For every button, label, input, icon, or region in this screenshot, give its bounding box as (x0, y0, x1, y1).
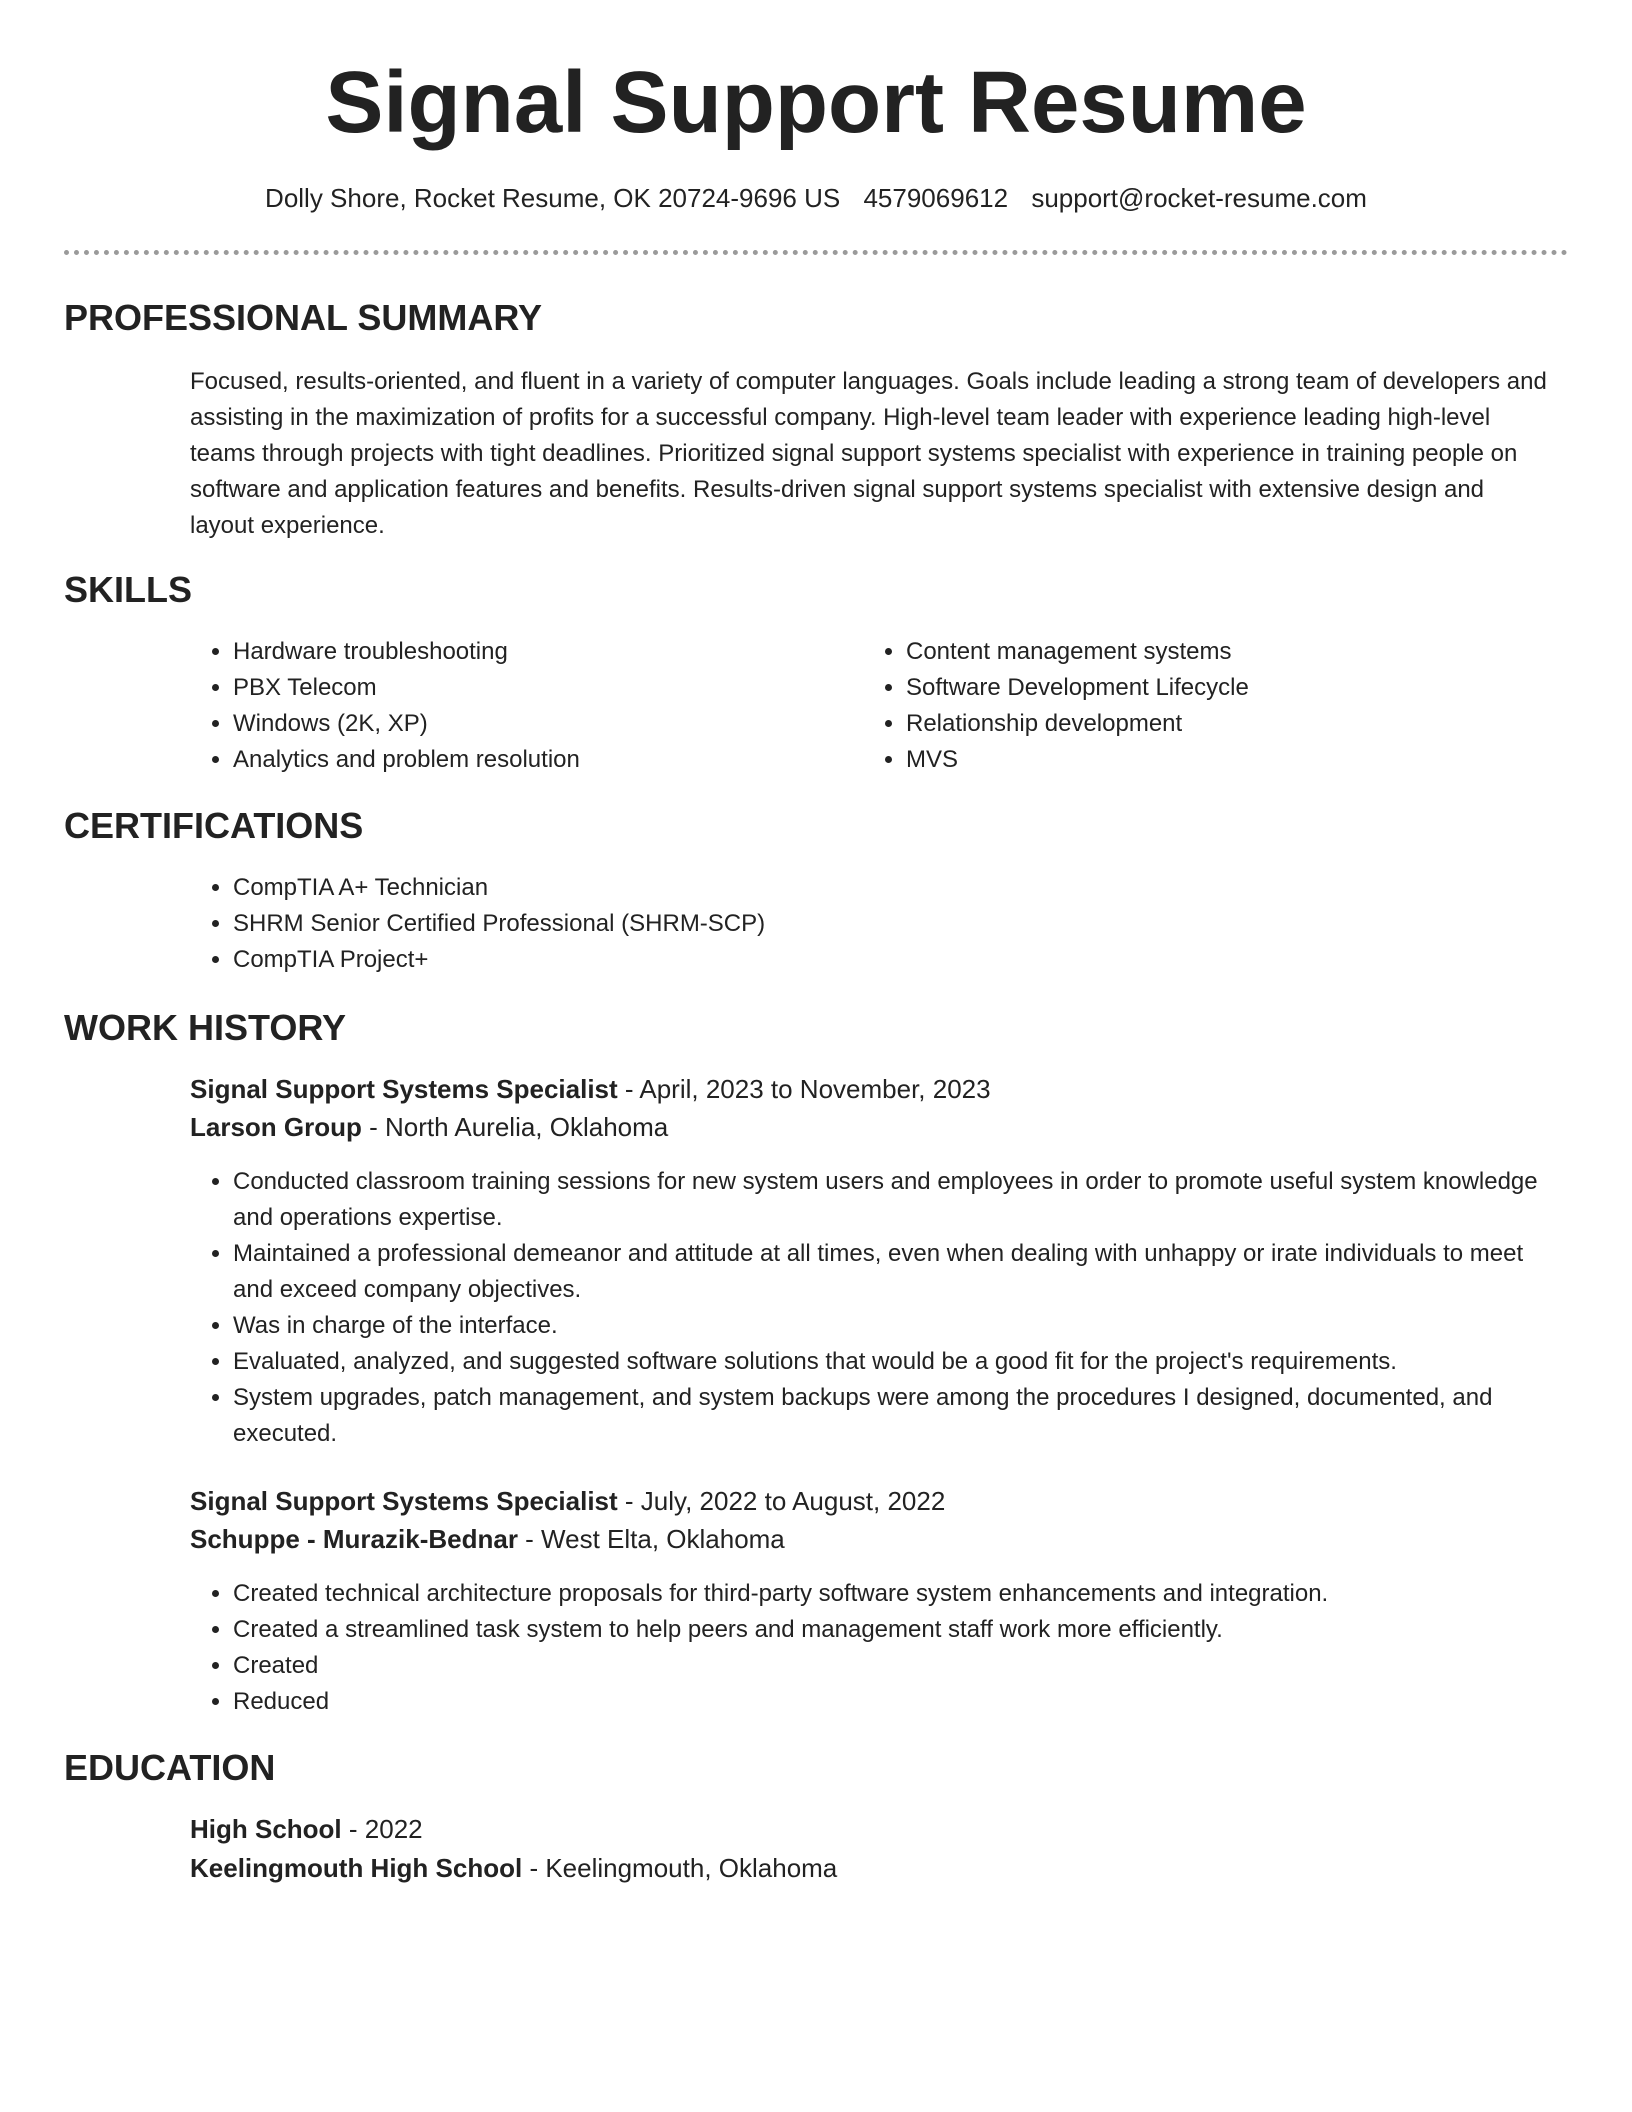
work-history-heading: WORK HISTORY (64, 1007, 347, 1048)
job-bullet: • Created a streamlined task system to help peers and management staff work more efficiently. (233, 1612, 1593, 1648)
job-title-line (190, 1483, 945, 1519)
job-bullet: • Created (233, 1648, 1593, 1684)
education-year: - 2022 (341, 1814, 423, 1844)
job-bullet: • Conducted classroom training sessions for new system users and employees in order to promote useful system knowledge and operations expertise. (233, 1164, 1565, 1236)
education-degree: High School (190, 1814, 342, 1844)
contact-address: Dolly Shore, Rocket Resume, OK 20724-9696 US (265, 183, 841, 213)
contact-phone: 4579069612 (863, 183, 1009, 213)
contact-email: support@rocket-resume.com (1031, 183, 1367, 213)
skill-item: • Content management systems (906, 634, 1586, 670)
job-dates: - July, 2022 to August, 2022 (617, 1486, 946, 1516)
job-bullet: • Was in charge of the interface. (233, 1308, 1565, 1344)
job-bullet: • Maintained a professional demeanor and attitude at all times, even when dealing with unhappy or irate individuals to meet and exceed company objectives. (233, 1236, 1565, 1308)
job-bullets (190, 1576, 1593, 1720)
summary-text: Focused, results-oriented, and fluent in a variety of computer languages. Goals include leading a strong team of developers and assisting in the maximization of profits for a successful company. High-level team leader with experience leading high-level teams through projects with tight deadlines. Prioritized signal support systems specialist with experience in training people on software and application features and benefits. Results-driven signal support systems specialist with extensive design and layout experience. (190, 368, 1547, 539)
education-school-line (190, 1850, 837, 1886)
contact-line (0, 180, 1632, 216)
certification-item: • CompTIA Project+ (233, 942, 1593, 978)
certifications-heading: CERTIFICATIONS (64, 805, 364, 846)
skills-list-left (190, 634, 833, 778)
certification-item: • CompTIA A+ Technician (233, 870, 1593, 906)
skill-item: • Relationship development (906, 706, 1586, 742)
job-location: - North Aurelia, Oklahoma (361, 1112, 669, 1142)
job-title: Signal Support Systems Specialist (190, 1486, 618, 1516)
summary-heading: PROFESSIONAL SUMMARY (64, 297, 543, 338)
certification-item: • SHRM Senior Certified Professional (SHRM-SCP) (233, 906, 1593, 942)
header-divider (64, 250, 1568, 255)
skill-item: • Hardware troubleshooting (233, 634, 833, 670)
skills-list-right (863, 634, 1586, 778)
resume-title: Signal Support Resume (325, 54, 1307, 151)
job-bullet: • Reduced (233, 1684, 1593, 1720)
skill-item: • MVS (906, 742, 1586, 778)
job-company: Larson Group (190, 1112, 362, 1142)
job-bullet: • Evaluated, analyzed, and suggested software solutions that would be a good fit for the project's requirements. (233, 1344, 1565, 1380)
job-company-line (190, 1521, 785, 1557)
education-degree-line (190, 1811, 423, 1847)
job-bullet: • Created technical architecture proposals for third-party software system enhancements and integration. (233, 1576, 1593, 1612)
job-title-line (190, 1071, 991, 1107)
job-company: Schuppe - Murazik-Bednar (190, 1524, 518, 1554)
job-company-line (190, 1109, 668, 1145)
skill-item: • Windows (2K, XP) (233, 706, 833, 742)
skill-item: • Analytics and problem resolution (233, 742, 833, 778)
job-bullet: • System upgrades, patch management, and system backups were among the procedures I designed, documented, and executed. (233, 1380, 1565, 1452)
job-bullets (190, 1164, 1565, 1452)
job-dates: - April, 2023 to November, 2023 (617, 1074, 991, 1104)
education-location: - Keelingmouth, Oklahoma (522, 1853, 838, 1883)
skill-item: • PBX Telecom (233, 670, 833, 706)
certifications-list (190, 870, 1593, 978)
education-heading: EDUCATION (64, 1747, 276, 1788)
skills-heading: SKILLS (64, 569, 193, 610)
job-location: - West Elta, Oklahoma (517, 1524, 785, 1554)
job-title: Signal Support Systems Specialist (190, 1074, 618, 1104)
skill-item: • Software Development Lifecycle (906, 670, 1586, 706)
education-school: Keelingmouth High School (190, 1853, 523, 1883)
